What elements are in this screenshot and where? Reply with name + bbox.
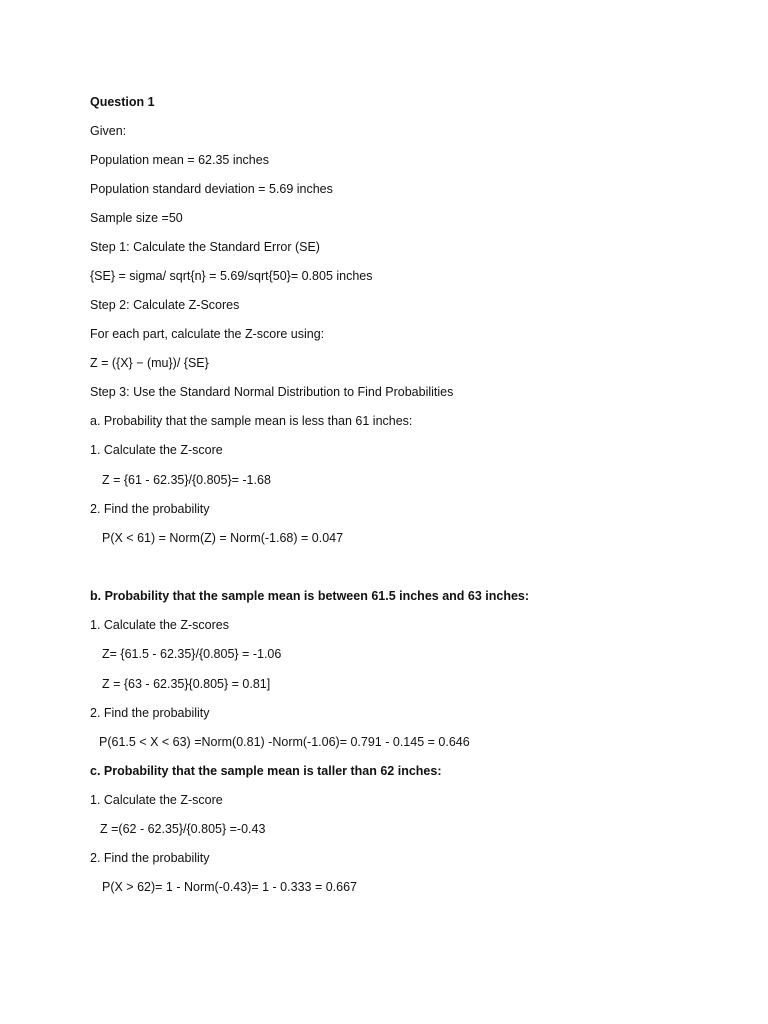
step-1-heading: Step 1: Calculate the Standard Error (SE): [90, 240, 320, 254]
sample-size: Sample size =50: [90, 211, 183, 225]
part-b-step-2: 2. Find the probability: [90, 706, 210, 720]
part-a-heading: a. Probability that the sample mean is less than 61 inches:: [90, 414, 413, 428]
part-c-step-2: 2. Find the probability: [90, 851, 210, 865]
part-c-probability: P(X > 62)= 1 - Norm(-0.43)= 1 - 0.333 = 0.667: [102, 880, 357, 894]
part-b-z-lower: Z= {61.5 - 62.35}/{0.805} = -1.06: [102, 647, 282, 661]
part-c-step-1: 1. Calculate the Z-score: [90, 793, 223, 807]
part-c-heading: c. Probability that the sample mean is taller than 62 inches:: [90, 764, 442, 778]
step-2-heading: Step 2: Calculate Z-Scores: [90, 298, 240, 312]
part-a-z-calc: Z = {61 - 62.35}/{0.805}= -1.68: [102, 473, 271, 487]
population-mean: Population mean = 62.35 inches: [90, 153, 269, 167]
question-heading: Question 1: [90, 95, 155, 109]
part-b-probability: P(61.5 < X < 63) =Norm(0.81) -Norm(-1.06)= 0.791 - 0.145 = 0.646: [99, 735, 470, 749]
part-a-step-1: 1. Calculate the Z-score: [90, 443, 223, 457]
z-formula: Z = ({X} − (mu})/ {SE}: [90, 356, 209, 370]
part-b-z-upper: Z = {63 - 62.35}{0.805} = 0.81]: [102, 677, 271, 691]
population-sd: Population standard deviation = 5.69 inches: [90, 182, 333, 196]
z-intro: For each part, calculate the Z-score using:: [90, 327, 325, 341]
se-formula: {SE} = sigma/ sqrt{n} = 5.69/sqrt{50}= 0.805 inches: [90, 269, 373, 283]
part-b-step-1: 1. Calculate the Z-scores: [90, 618, 229, 632]
step-3-heading: Step 3: Use the Standard Normal Distribution to Find Probabilities: [90, 385, 454, 399]
part-a-step-2: 2. Find the probability: [90, 502, 210, 516]
part-a-probability: P(X < 61) = Norm(Z) = Norm(-1.68) = 0.047: [102, 531, 344, 545]
given-label: Given:: [90, 124, 127, 138]
part-b-heading: b. Probability that the sample mean is between 61.5 inches and 63 inches:: [90, 589, 530, 603]
part-c-z-calc: Z =(62 - 62.35}/{0.805} =-0.43: [100, 822, 266, 836]
